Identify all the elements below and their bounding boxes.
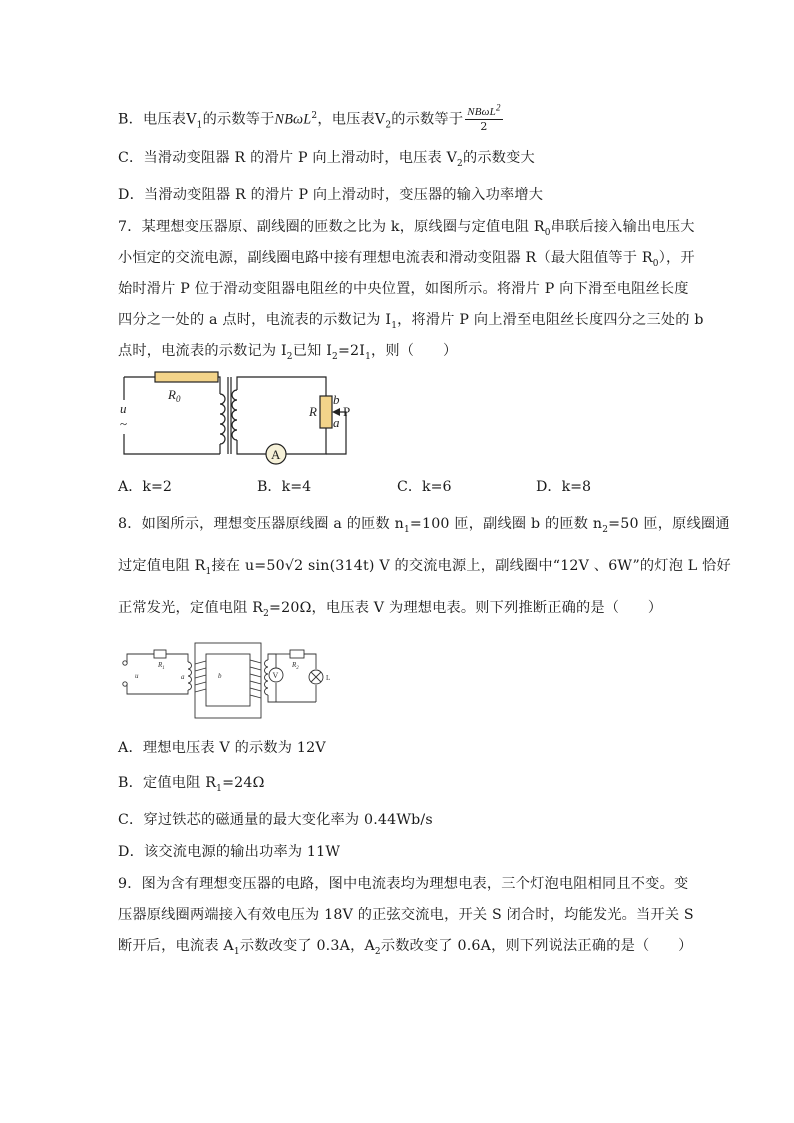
option-c-prev: C．当滑动变阻器 R 的滑片 P 向上滑动时，电压表 $V_2$的示数变大 <box>118 150 535 169</box>
r0-resistor <box>155 372 218 382</box>
r1-label: $R_1$ <box>158 661 165 671</box>
q8-option-a[interactable]: A．理想电压表 V 的示数为 12V <box>118 740 326 756</box>
source-u-label: u <box>120 401 127 416</box>
rheostat <box>320 396 332 428</box>
q9-line3: 断开后，电流表 $A_1$示数改变了 0.3A，$A_2$示数改变了 0.6A，则下列说法正确的是（ ） <box>118 938 693 957</box>
q8-option-d[interactable]: D．该交流电源的输出功率为 11W <box>118 844 341 860</box>
r1-resistor <box>154 650 166 658</box>
q8-circuit-diagram <box>118 634 338 720</box>
slider-p-label: P <box>343 404 350 419</box>
source-u-label-q8: u <box>135 672 139 680</box>
q8-line3: 正常发光，定值电阻 $R_2=20\Omega$，电压表 V 为理想电表。则下列推断正确的是（ ） <box>118 600 663 619</box>
q7-option-d[interactable]: D．k=8 <box>536 479 592 495</box>
option-b-prev: B．电压表$V_1$的示数等于NBωL$^2$，电压表$V_2$的示数等于 $\frac{NB\omega L^2}{2}$ <box>118 102 501 133</box>
source-tilde: ~ <box>120 416 128 431</box>
q7-line3: 始时滑片 P 位于滑动变阻器电阻丝的中央位置，如图所示。将滑片 P 向下滑至电阻丝长度 <box>118 281 689 297</box>
q8-option-b[interactable]: B．定值电阻 $R_1=24\Omega$ <box>118 775 265 794</box>
q8-line2: 过定值电阻 $R_1$接在 u=50√2 sin(314t) V 的交流电源上，副线圈中“12V 、6W”的灯泡 L 恰好 <box>118 558 731 577</box>
lamp-label: L <box>326 674 331 682</box>
coil-b-label: b <box>218 672 222 680</box>
q7-line4: 四分之一处的 a 点时，电流表的示数记为 $I_1$，将滑片 P 向上滑至电阻丝长度四分之三处的 b <box>118 312 704 331</box>
option-d-prev: D．当滑动变阻器 R 的滑片 P 向上滑动时，变压器的输入功率增大 <box>118 187 544 203</box>
q7-line5: 点时，电流表的示数记为 $I_2$已知 $I_2=2I_1$，则（ ） <box>118 343 458 362</box>
ammeter-label: A <box>271 447 281 462</box>
coil-a-label: a <box>181 673 185 681</box>
r0-label: $R_0$ <box>168 387 181 404</box>
q9-line1: 9．图为含有理想变压器的电路，图中电流表均为理想电表，三个灯泡电阻相同且不变。变 <box>118 876 689 892</box>
q7-line1: 7．某理想变压器原、副线圈的匝数之比为 k，原线圈与定值电阻 $R_0$串联后接入输出电压大 <box>118 219 695 238</box>
q9-line2: 压器原线圈两端接入有效电压为 18V 的正弦交流电，开关 S 闭合时，均能发光。当开关 S <box>118 907 694 923</box>
rheostat-label: R <box>309 404 317 419</box>
q7-option-b[interactable]: B．k=4 <box>257 479 312 495</box>
voltmeter-label: V <box>272 671 279 680</box>
q7-option-a[interactable]: A．k=2 <box>118 479 172 495</box>
point-a-label: a <box>333 415 340 430</box>
q8-option-c[interactable]: C．穿过铁芯的磁通量的最大变化率为 0.44Wb/s <box>118 812 433 828</box>
q7-line2: 小恒定的交流电源，副线圈电路中接有理想电流表和滑动变阻器 R（最大阻值等于 $R_0$），开 <box>118 250 695 269</box>
q7-circuit-diagram <box>110 368 350 468</box>
r2-resistor <box>290 650 304 658</box>
q7-option-c[interactable]: C．k=6 <box>397 479 452 495</box>
point-b-label: b <box>333 392 340 407</box>
q8-line1: 8．如图所示，理想变压器原线圈 a 的匝数 $n_1=100$ 匝，副线圈 b 的匝数 $n_2=50$ 匝，原线圈通 <box>118 516 730 535</box>
r2-label: $R_2$ <box>292 661 299 671</box>
fraction: $\frac{NB\omega L^2}{2}$ <box>467 102 501 133</box>
